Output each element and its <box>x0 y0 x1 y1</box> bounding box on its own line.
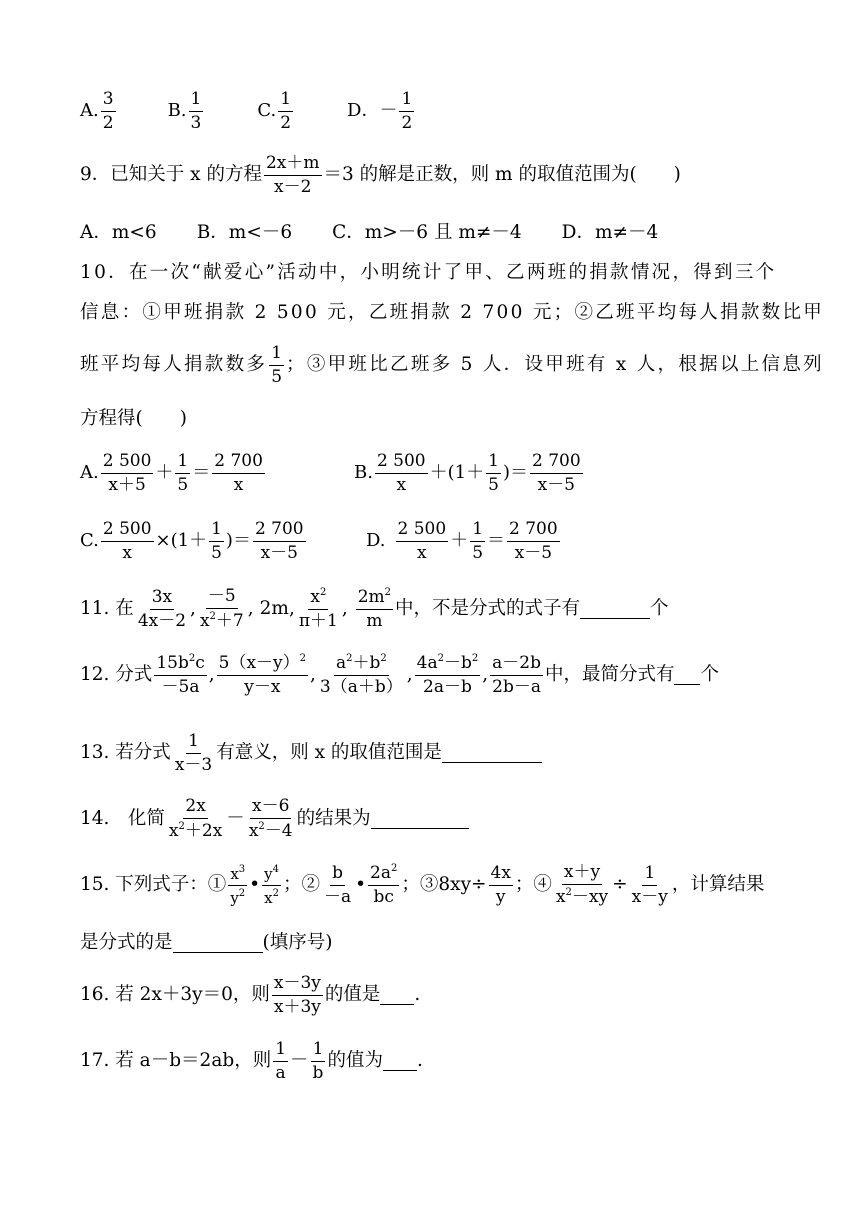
fraction-numerator: 2 500 <box>375 453 428 474</box>
text-segment: 15. 下列式子：① <box>80 873 227 895</box>
text-segment: ；③8xy÷ <box>401 873 487 895</box>
fraction <box>212 450 265 495</box>
text-segment: . <box>416 1049 423 1071</box>
q10-line-4: 方程得( ) <box>80 407 187 429</box>
fraction-denominator: 5 <box>211 542 222 563</box>
text-segment: 个 <box>700 663 719 685</box>
text-segment: )＝ <box>225 530 251 551</box>
text-segment: B. <box>167 100 187 121</box>
q12-answer-blank <box>674 666 700 685</box>
fraction-denominator <box>228 886 247 906</box>
text-segment: . <box>414 983 421 1005</box>
text-segment: 5（x－y） <box>218 653 300 673</box>
text-segment: 是分式的是 <box>80 931 173 953</box>
fraction-denominator: x＋3y <box>273 996 321 1017</box>
text-segment: －4 <box>264 821 293 841</box>
text-segment: 中，不是分式的式子有 <box>395 597 581 619</box>
fraction-numerator: 1 <box>642 865 657 886</box>
text-segment: , <box>482 663 489 685</box>
fraction-denominator <box>554 885 610 906</box>
fraction-numerator: 1 <box>470 521 485 542</box>
text-segment: 班平均每人捐款数多 <box>80 353 268 375</box>
text-segment: 个 <box>650 597 669 619</box>
fraction-numerator: 2 700 <box>212 453 265 474</box>
text-segment: 的值为 <box>327 1049 383 1071</box>
fraction <box>375 450 428 495</box>
fraction-numerator: 2 500 <box>101 453 154 474</box>
exponent: 2 <box>178 821 185 832</box>
fraction <box>278 88 293 133</box>
fraction-numerator <box>217 654 308 676</box>
fraction-numerator: 1 <box>311 1041 326 1062</box>
exponent: 2 <box>384 587 392 598</box>
fraction-numerator <box>154 654 206 676</box>
text-segment: x <box>310 587 320 607</box>
fraction-numerator: x＋y <box>562 864 602 885</box>
text-segment: 14. 化简 <box>80 807 165 829</box>
fraction-numerator: 1 <box>269 345 284 366</box>
fraction-numerator <box>262 865 281 886</box>
fraction <box>173 730 214 775</box>
q9-fraction <box>264 152 322 197</box>
text-segment: , <box>208 663 215 685</box>
text-segment: 13. 若分式 <box>80 741 171 763</box>
fraction-numerator: 3 <box>101 91 116 112</box>
question-13 <box>80 728 800 778</box>
text-segment: 的值是 <box>324 983 381 1005</box>
fraction-numerator: 1 <box>399 91 414 112</box>
q14-answer-blank <box>371 810 469 829</box>
fraction <box>415 654 481 696</box>
fraction <box>273 1038 288 1083</box>
fraction-denominator: 2 <box>280 112 292 133</box>
text-segment: D. <box>366 530 386 551</box>
text-segment: ＋b <box>352 653 381 673</box>
fraction <box>209 518 224 563</box>
fraction-numerator <box>368 864 399 886</box>
text-segment: x <box>248 821 259 841</box>
fraction <box>470 518 485 563</box>
q10-line-2: 信息：①甲班捐款 2 500 元，乙班捐款 2 700 元；②乙班平均每人捐款数比甲 <box>80 301 825 323</box>
q11-answer-blank <box>580 600 650 619</box>
q8-option-d <box>347 88 416 133</box>
fraction <box>101 450 154 495</box>
text-segment: (填序号) <box>262 931 333 953</box>
exponent: 2 <box>209 611 216 622</box>
text-segment: x <box>230 864 239 883</box>
fraction-denominator: 5 <box>177 474 189 495</box>
text-segment: 2m, <box>259 597 295 619</box>
fraction-denominator <box>247 819 295 840</box>
fraction-denominator: x <box>122 542 132 563</box>
q10-option-a <box>80 450 354 495</box>
text-segment: ÷ <box>612 873 628 895</box>
text-segment: 2a <box>370 863 391 883</box>
fraction-numerator: 2 700 <box>507 521 560 542</box>
text-segment: ＝ <box>192 462 211 483</box>
q10-line-3 <box>80 340 824 390</box>
q9-option-c: C．m>－6 且 m≠－4 <box>332 221 522 243</box>
text-segment: , <box>406 663 413 685</box>
fraction <box>396 518 449 563</box>
text-segment: 中，最简分式有 <box>544 663 675 685</box>
text-segment: ＝3 的解是正数，则 m 的取值范围为( ) <box>323 163 681 185</box>
exponent: 2 <box>299 653 307 664</box>
fraction-denominator: 5 <box>271 366 283 387</box>
fraction-numerator: b <box>330 865 345 886</box>
fraction-denominator: y－x <box>244 677 281 697</box>
text-segment: , <box>247 597 254 619</box>
fraction-denominator: x－5 <box>260 542 298 563</box>
text-segment: A. <box>80 462 99 483</box>
text-segment: D．－ <box>347 100 398 121</box>
fraction-denominator: 3 <box>190 112 202 133</box>
q15-answer-blank <box>173 934 263 953</box>
fraction-numerator: 2 500 <box>396 521 449 542</box>
text-segment: x <box>168 821 179 841</box>
fraction <box>554 864 610 906</box>
text-segment: 16. 若 2x＋3y＝0，则 <box>80 983 270 1005</box>
fraction <box>297 588 340 630</box>
fraction-denominator: x－2 <box>274 176 312 197</box>
exponent: 2 <box>319 587 327 598</box>
fraction-numerator <box>356 588 393 610</box>
fraction-denominator: x <box>396 474 407 495</box>
fraction-numerator: 1 <box>186 733 201 754</box>
text-segment: 4a <box>416 653 438 673</box>
text-segment: 9．已知关于 x 的方程 <box>80 163 262 185</box>
fraction <box>322 862 353 907</box>
fraction <box>154 654 206 696</box>
fraction <box>486 450 501 495</box>
exponent: 2 <box>565 887 572 898</box>
text-segment: ＋(1＋ <box>429 462 485 483</box>
question-11 <box>80 584 800 634</box>
fraction-numerator: 1 <box>189 91 204 112</box>
text-segment: )＝ <box>502 462 528 483</box>
text-segment: 17. 若 a－b＝2ab，则 <box>80 1049 272 1071</box>
fraction-numerator <box>228 865 247 886</box>
text-segment: , <box>341 597 348 619</box>
fraction <box>262 865 281 906</box>
fraction <box>228 865 247 906</box>
text-segment: ＋2x <box>184 821 223 841</box>
fraction <box>368 864 399 906</box>
exponent: 2 <box>471 653 479 664</box>
fraction-denominator: 4x－2 <box>137 610 187 631</box>
text-segment: ＋ <box>450 530 469 551</box>
fraction <box>311 1038 326 1083</box>
q9-option-a: A．m<6 <box>80 221 157 243</box>
fraction <box>630 862 670 907</box>
fraction-numerator: 1 <box>175 453 190 474</box>
fraction <box>530 450 583 495</box>
text-segment: － <box>290 1049 309 1071</box>
q10-option-d <box>366 518 562 563</box>
fraction-denominator: 2 <box>401 112 413 133</box>
fraction <box>198 588 246 630</box>
fraction-denominator: x－5 <box>537 474 575 495</box>
q8-option-c <box>257 88 295 133</box>
fraction <box>490 652 543 697</box>
fraction-denominator: bc <box>373 887 394 907</box>
fraction-denominator: 2b－a <box>492 676 541 697</box>
fraction-numerator: 1 <box>273 1041 288 1062</box>
fraction <box>217 654 308 696</box>
fraction-numerator: 1 <box>486 453 501 474</box>
fraction <box>167 798 224 840</box>
fraction-denominator: x＋5 <box>108 474 146 495</box>
fraction <box>507 518 560 563</box>
fraction-denominator: x－y <box>631 886 668 907</box>
fraction-numerator: －5 <box>206 588 238 609</box>
fraction <box>489 862 513 907</box>
text-segment: ×(1＋ <box>155 530 208 551</box>
fraction <box>189 88 204 133</box>
text-segment: ；② <box>282 873 320 895</box>
fraction-numerator: 1 <box>209 521 224 542</box>
fraction-denominator: 2a－b <box>423 677 472 697</box>
exponent: 2 <box>380 653 387 664</box>
fraction-denominator: 2 <box>102 112 114 133</box>
fraction-numerator: 2x <box>183 798 207 819</box>
question-12 <box>80 650 800 700</box>
text-segment: C. <box>257 100 277 121</box>
text-segment: ；③甲班比乙班多 5 人．设甲班有 x 人，根据以上信息列 <box>286 353 824 375</box>
fraction-numerator: x－6 <box>250 798 291 819</box>
fraction-numerator: a－2b <box>490 655 543 676</box>
fraction-denominator: π＋1 <box>298 611 338 631</box>
exponent: 2 <box>390 863 398 874</box>
text-segment: 的结果为 <box>296 807 371 829</box>
text-segment: 2m <box>357 587 385 607</box>
fraction-denominator: m <box>366 611 383 631</box>
fraction-denominator: 3（a＋b） <box>319 677 403 697</box>
exponent: 2 <box>437 653 444 664</box>
fraction <box>269 342 284 387</box>
fraction <box>253 518 306 563</box>
q10-options-cd <box>80 516 800 566</box>
text-segment: A. <box>80 100 99 121</box>
q10-line-1: 10．在一次“献爱心”活动中，小明统计了甲、乙两班的捐款情况，得到三个 <box>80 261 777 283</box>
fraction <box>101 88 116 133</box>
text-segment: － <box>226 807 245 829</box>
q8-options <box>80 86 800 136</box>
fraction-numerator: 2 700 <box>253 521 306 542</box>
text-segment: 有意义，则 x 的取值范围是 <box>216 741 442 763</box>
fraction-denominator: 5 <box>472 542 484 563</box>
exponent: 2 <box>272 887 279 899</box>
q15-line-2 <box>80 918 800 968</box>
question-15 <box>80 860 800 910</box>
fraction <box>272 972 323 1017</box>
text-segment: y <box>230 888 239 907</box>
fraction-denominator: x－3 <box>174 754 213 775</box>
text-segment: • <box>355 873 367 895</box>
question-17 <box>80 1036 800 1086</box>
fraction <box>247 798 295 840</box>
fraction <box>175 450 190 495</box>
q17-answer-blank <box>383 1052 417 1071</box>
fraction <box>356 588 393 630</box>
fraction-numerator <box>308 588 328 610</box>
fraction-denominator: －5a <box>161 677 200 697</box>
text-segment: a <box>335 653 347 673</box>
exponent: 2 <box>188 653 196 664</box>
q10-option-c <box>80 518 366 563</box>
text-segment: ＝ <box>487 530 506 551</box>
text-segment: , <box>310 663 316 685</box>
text-segment: x <box>199 611 210 631</box>
text-segment: －xy <box>571 887 609 907</box>
text-segment: 15b <box>156 653 189 673</box>
q10-options-ab <box>80 448 800 498</box>
fraction-denominator <box>167 819 224 840</box>
q9-option-b: B．m<－6 <box>196 221 293 243</box>
fraction <box>136 586 188 631</box>
fraction <box>101 518 154 563</box>
q10-option-b <box>354 450 585 495</box>
text-segment: , <box>190 597 196 619</box>
exponent: 2 <box>258 821 265 832</box>
fraction-numerator: 1 <box>278 91 293 112</box>
fraction-denominator: －a <box>323 886 352 907</box>
text-segment: x <box>264 888 273 907</box>
fraction-numerator: 2 500 <box>101 521 154 542</box>
fraction-denominator: a <box>275 1062 286 1083</box>
fraction-numerator <box>334 654 389 676</box>
q9-option-d: D．m≠－4 <box>561 221 659 243</box>
question-14 <box>80 794 800 844</box>
text-segment: C. <box>80 530 99 551</box>
fraction-denominator <box>262 886 281 906</box>
text-segment: ＋7 <box>215 611 244 631</box>
text-segment: 12. 分式 <box>80 663 153 685</box>
text-segment: c <box>195 653 205 673</box>
fraction-denominator: x <box>417 542 427 563</box>
text-segment: －b <box>443 653 472 673</box>
fraction-numerator: 2 700 <box>530 453 583 474</box>
exponent: 4 <box>272 863 279 875</box>
fraction-numerator <box>415 654 481 676</box>
question-9 <box>80 150 800 200</box>
exponent: 2 <box>346 653 353 664</box>
fraction-numerator: 3x <box>150 589 174 610</box>
exponent: 2 <box>238 887 246 899</box>
fraction <box>399 88 414 133</box>
text-segment: ，计算结果 <box>671 873 765 895</box>
q13-answer-blank <box>442 744 542 763</box>
q8-option-a <box>80 88 118 133</box>
fraction-denominator <box>198 609 246 630</box>
fraction-denominator: b <box>312 1062 324 1083</box>
fraction-denominator: 5 <box>488 474 499 495</box>
fraction <box>318 654 405 696</box>
text-segment: 11. 在 <box>80 597 134 619</box>
text-segment: • <box>249 873 261 895</box>
text-segment: x <box>555 887 566 907</box>
fraction-denominator: y <box>495 886 506 907</box>
text-segment: ；④ <box>514 873 552 895</box>
text-segment: B. <box>354 462 373 483</box>
exponent: 3 <box>238 863 246 875</box>
fraction-numerator: 4x <box>489 865 513 886</box>
fraction-denominator: x <box>233 474 244 495</box>
fraction-numerator: 2x＋m <box>264 155 322 176</box>
question-16 <box>80 970 800 1020</box>
q16-answer-blank <box>380 986 414 1005</box>
text-segment: y <box>264 864 273 883</box>
fraction-numerator: x－3y <box>272 975 323 996</box>
text-segment: ＋ <box>155 462 174 483</box>
fraction-denominator: x－5 <box>514 542 553 563</box>
q8-option-b <box>167 88 206 133</box>
